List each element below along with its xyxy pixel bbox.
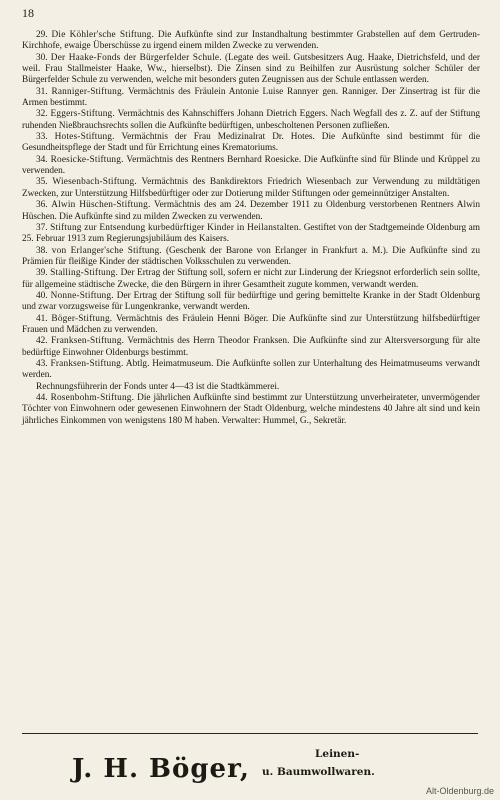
advertiser-name: J. H. Böger, (72, 754, 250, 784)
foundation-entry (22, 382, 480, 393)
foundation-entry (22, 223, 480, 246)
entry-text: Vermächtnis des Rentners Bernhard Roesicke. Die Aufkünfte sind für Blinde und Krüppel zu verwenden. (22, 154, 481, 177)
foundation-entry (22, 87, 480, 110)
entry-text: Vermächtnis des Fräulein Henni Böger. Die Aufkünfte sind zur Unterstützung hilfsbedürftiger Frauen und Mädchen zu verwenden. (22, 313, 481, 335)
entry-number: 35. (36, 177, 48, 188)
entry-number: 32. (36, 109, 48, 120)
footer-divider (22, 733, 478, 734)
entry-text: Vermächtnis des Herrn Theodor Franksen. Die Aufkünfte sind zur Altersversorgung für alte bedürftige Einwohner Oldenburgs bestimmt. (22, 336, 480, 358)
advertisement-line-2: u. Baumwollwaren. (262, 766, 375, 778)
entry-text: Der Ertrag der Stiftung soll, sofern er nicht zur Linderung der Kriegsnot erforderlich sein sollte, für allgemeine städtische Zwecke, die den Bürgern in ihrer Gesamtheit zugute kommen, verwandt werden. (22, 268, 480, 290)
entry-title: Stalling-Stiftung. (50, 268, 119, 279)
entry-title: Nonne-Stiftung. (50, 290, 114, 301)
entry-text: Der Ertrag der Stiftung soll für bedürftige und gering bemittelte Kranke in der Stadt Oldenburg und zwar vorzugsweise für Lungenkranke, verwandt werden. (22, 290, 480, 313)
entry-number: 40. (36, 290, 48, 301)
entry-text: (Legate des weil. Gutsbesitzers Aug. Haake, Dietrichsfeld, und der weil. Frau Stallmeister Haake, Ww., hierselbst). Die Zinsen sind zu Beihilfen zur Ausrüstung solcher Schüler der Bürgerfelder Schule zu verwenden, welche mit besonders guten Zeugnissen aus der Schule entlassen werden. (22, 52, 481, 86)
foundation-entry (22, 314, 480, 337)
foundation-entry (22, 109, 480, 132)
entry-title: Wiesenbach-Stiftung. (52, 177, 137, 188)
entry-text: Abtlg. Heimatmuseum. Die Aufkünfte sollen zur Unterhaltung des Heimatmuseums verwandt werden. (22, 358, 480, 381)
entry-title: Ranniger-Stiftung. (51, 86, 125, 97)
foundation-entry (22, 246, 480, 269)
foundation-entry (22, 132, 480, 155)
entry-text: Vermächtnis des Fräulein Antonie Luise Rannyer gen. Ranniger. Der Zinsertrag ist für die Armen bestimmt. (22, 86, 481, 109)
foundation-entry (22, 53, 480, 87)
entry-title: Böger-Stiftung. (51, 313, 113, 324)
entry-number: 44. (36, 393, 48, 403)
entry-title: Eggers-Stiftung. (50, 109, 115, 120)
foundation-entry (22, 291, 480, 314)
entry-number: 38. (36, 245, 48, 256)
entry-text: Die Aufkünfte sind zur Instandhaltung bestimmter Grabstellen auf dem Gertruden-Kirchhofe, ewaige Überschüsse zu irgend einem milden Zwecke zu verwenden. (22, 30, 480, 52)
advertisement (0, 742, 500, 792)
foundation-list (22, 30, 480, 427)
foundation-entry (22, 155, 480, 178)
foundation-entry (22, 177, 480, 200)
entry-title: von Erlanger'sche Stiftung. (51, 245, 162, 256)
entry-number: 43. (36, 358, 48, 369)
entry-number: 37. (36, 222, 48, 233)
entry-number: 30. (36, 52, 48, 63)
entry-number: 41. (36, 313, 48, 324)
entry-text: Die jährlichen Aufkünfte sind bestimmt zur Unterstützung unverheirateter, unvermögender Töchter von Einwohnern oder gewesenen Einwohnern der Stadt Oldenburg, welche mindestens 40 Jahre alt sind und kein jährliches Einkommen von wenigstens 180 M haben. Verwalter: Hummel, G., Sekretär. (22, 393, 481, 426)
entry-number: 36. (36, 200, 48, 211)
entry-number: 34. (36, 154, 48, 165)
entry-text: Vermächtnis des Bankdirektors Friedrich Wiesenbach zur Verwendung zu mildtätigen Zwecken, zur Unterstützung Hilfsbedürftiger oder zur Dotierung milder Stiftungen oder gemeinnütziger Anstalten. (22, 177, 481, 199)
entry-title: Hotes-Stiftung. (54, 132, 115, 143)
entry-number: 33. (36, 132, 48, 143)
advertisement-line-1: Leinen- (315, 748, 360, 760)
entry-title: Der Haake-Fonds der Bürgerfelder Schule. (50, 52, 222, 63)
entry-text: Gestiftet von der Stadtgemeinde Oldenburg am 25. Februar 1913 zum Regierungsjubiläum des Kaisers. (22, 222, 480, 245)
foundation-entry (22, 336, 480, 359)
foundation-entry (22, 393, 480, 427)
entry-number: 31. (36, 86, 48, 97)
entry-title: Rosenbohm-Stiftung. (50, 393, 135, 403)
entry-title: Stiftung zur Entsendung kurbedürftiger Kinder in Heilanstalten. (50, 222, 302, 233)
entry-title: Franksen-Stiftung. (51, 336, 125, 347)
site-watermark: Alt-Oldenburg.de (425, 786, 494, 796)
entry-number: 29. (36, 30, 48, 40)
entry-text: Vermächtnis des am 24. Dezember 1911 zu Oldenburg verstorbenen Rentners Alwin Hüschen. Die Aufkünfte sind zu milden Zwecken zu verwenden. (22, 200, 481, 222)
entry-text: Vermächtnis des Kahnschiffers Johann Dietrich Eggers. Nach Wegfall des z. Z. auf der Stiftung ruhenden Nießbrauchsrechts sollen die Aufkünfte bedürftigen, unbescholtenen Personen zufließen. (22, 109, 481, 131)
foundation-entry (22, 30, 480, 53)
entry-text: Rechnungsführerin der Fonds unter 4—43 ist die Stadtkämmerei. (36, 381, 280, 392)
entry-text: (Geschenk der Barone von Erlanger in Frankfurt a. M.). Die Aufkünfte sind zu Prämien für fleißige Kinder der städtischen Volksschulen zu verwenden. (22, 245, 480, 267)
entry-title: Franksen-Stiftung. (50, 358, 124, 369)
entry-number: 42. (36, 336, 48, 347)
entry-title: Alwin Hüschen-Stiftung. (51, 200, 151, 211)
entry-text: Vermächtnis der Frau Medizinalrat Dr. Hotes. Die Aufkünfte sind bestimmt für die Gesundheitspflege der Stadt und für Errichtung eines Krematoriums. (22, 132, 480, 154)
foundation-entry (22, 359, 480, 382)
entry-title: Roesicke-Stiftung. (50, 154, 124, 165)
page-number: 18 (22, 6, 34, 20)
foundation-entry (22, 268, 480, 291)
entry-title: Die Köhler'sche Stiftung. (51, 30, 155, 40)
entry-number: 39. (36, 268, 48, 279)
foundation-entry (22, 200, 480, 223)
